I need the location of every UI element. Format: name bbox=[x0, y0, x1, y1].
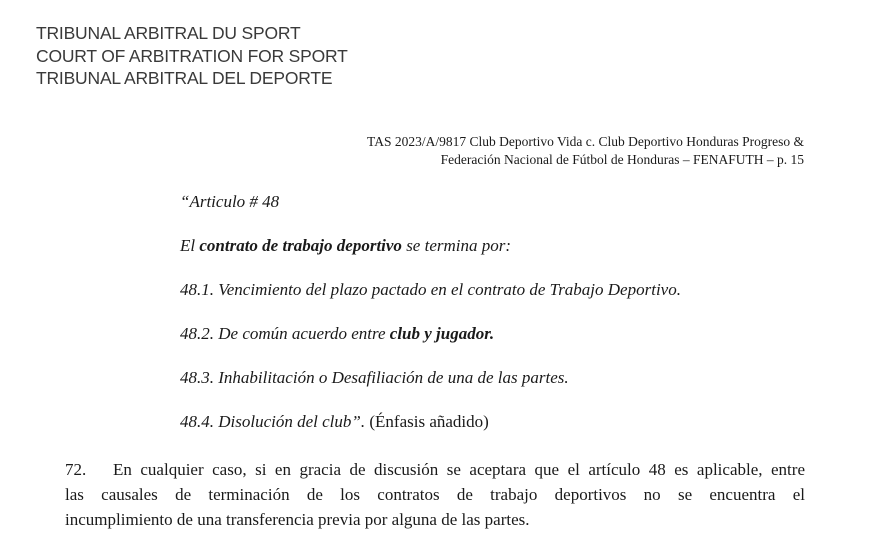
article-intro-pre: El bbox=[180, 236, 200, 255]
paragraph-line-3: incumplimiento de una transferencia previa por alguna de las partes. bbox=[65, 510, 530, 529]
paragraph-72 bbox=[65, 457, 805, 532]
article-item-48-2 bbox=[180, 322, 681, 366]
article-item-48-1: 48.1. Vencimiento del plazo pactado en el contrato de Trabajo Deportivo. bbox=[180, 280, 681, 299]
letterhead bbox=[36, 22, 348, 90]
case-reference-line-2: Federación Nacional de Fútbol de Honduras – FENAFUTH – p. 15 bbox=[440, 152, 804, 167]
emphasis-note: (Énfasis añadido) bbox=[365, 412, 489, 431]
article-item-48-3: 48.3. Inhabilitación o Desafiliación de una de las partes. bbox=[180, 368, 569, 387]
letterhead-french: TRIBUNAL ARBITRAL DU SPORT bbox=[36, 23, 301, 43]
paragraph-line-2: las causales de terminación de los contratos de trabajo deportivos no se encuentra el bbox=[65, 485, 805, 504]
letterhead-english: COURT OF ARBITRATION FOR SPORT bbox=[36, 45, 348, 66]
case-reference-line-1: TAS 2023/A/9817 Club Deportivo Vida c. Club Deportivo Honduras Progreso & bbox=[367, 134, 804, 149]
article-item-48-2-text: 48.2. De común acuerdo entre bbox=[180, 324, 390, 343]
article-heading: “Articulo # 48 bbox=[180, 192, 280, 211]
paragraph-number: 72. bbox=[65, 460, 87, 479]
article-intro-post: se termina por: bbox=[401, 236, 512, 255]
article-item-48-4-text: 48.4. Disolución del club”. bbox=[180, 412, 366, 431]
article-item-48-2-bold: club y jugador. bbox=[389, 324, 495, 343]
letterhead-spanish: TRIBUNAL ARBITRAL DEL DEPORTE bbox=[36, 68, 333, 88]
article-intro bbox=[180, 234, 681, 278]
article-item-48-4 bbox=[180, 410, 681, 454]
paragraph-line-1: En cualquier caso, si en gracia de discusión se aceptara que el artículo 48 es aplicable, entre bbox=[113, 460, 805, 479]
quoted-article bbox=[180, 190, 681, 454]
case-reference bbox=[367, 133, 804, 169]
article-intro-bold: contrato de trabajo deportivo bbox=[199, 236, 402, 255]
